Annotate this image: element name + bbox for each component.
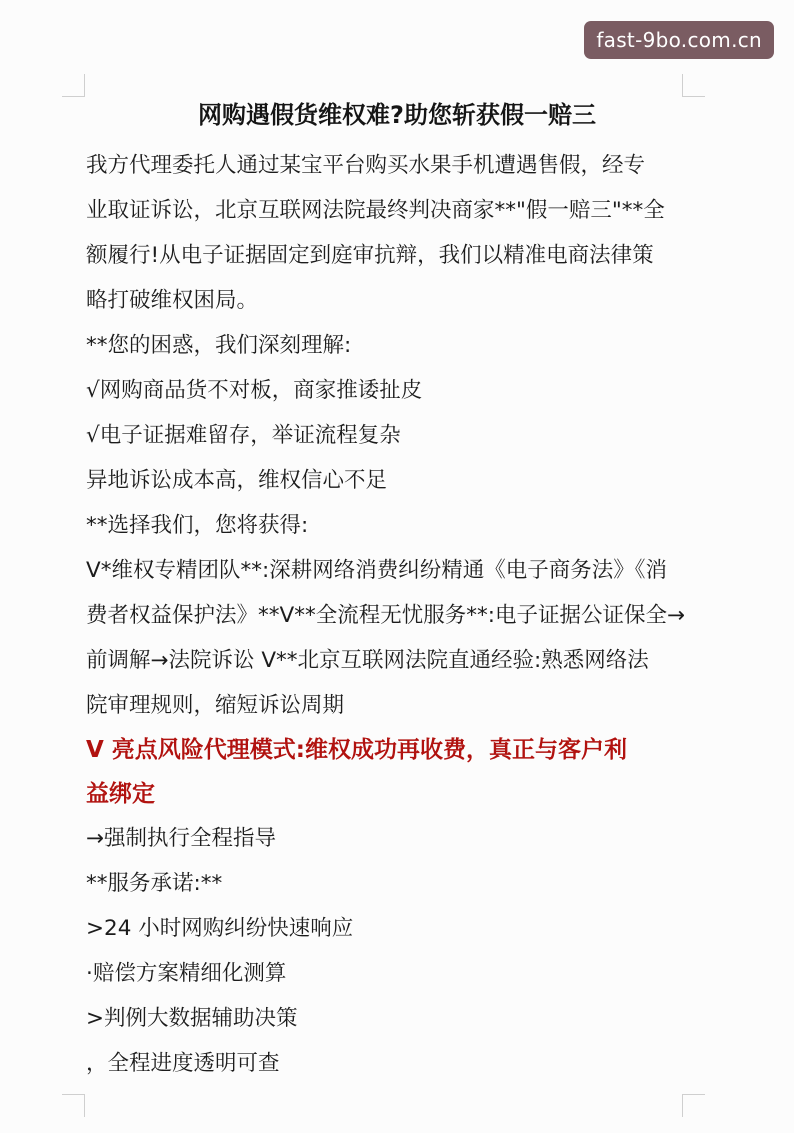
intro-line: 业取证诉讼，北京互联网法院最终判决商家**"假一赔三"**全 xyxy=(86,198,665,223)
benefits-line: 前调解→法院诉讼 V**北京互联网法院直通经验:熟悉网络法 xyxy=(86,648,649,673)
benefits-line: 费者权益保护法》**V**全流程无忧服务**:电子证据公证保全→ xyxy=(86,603,685,628)
promise-item: ，全程进度透明可查 xyxy=(86,1051,280,1076)
concern-item: √电子证据难留存，举证流程复杂 xyxy=(86,423,401,448)
intro-paragraph xyxy=(86,143,714,323)
promise-item: ·赔偿方案精细化测算 xyxy=(86,961,287,986)
document-body xyxy=(86,143,714,1086)
crop-mark-top-right xyxy=(682,74,705,97)
benefits-paragraph xyxy=(86,548,714,728)
intro-line: 略打破维权困局。 xyxy=(86,288,259,313)
highlight-line: 益绑定 xyxy=(86,781,155,807)
promise-item: >24 小时网购纠纷快速响应 xyxy=(86,916,354,941)
crop-mark-bottom-left xyxy=(62,1094,85,1117)
promise-heading: **服务承诺:** xyxy=(86,871,223,896)
promise-item: >判例大数据辅助决策 xyxy=(86,1006,298,1031)
concern-item: 异地诉讼成本高，维权信心不足 xyxy=(86,468,388,493)
crop-mark-bottom-right xyxy=(682,1094,705,1117)
benefits-heading: **选择我们，您将获得: xyxy=(86,513,309,538)
benefits-line: 院审理规则，缩短诉讼周期 xyxy=(86,693,345,718)
enforcement-item: →强制执行全程指导 xyxy=(86,826,277,851)
highlight-line: V 亮点风险代理模式:维权成功再收费，真正与客户利 xyxy=(86,737,628,763)
concerns-heading: **您的困惑，我们深刻理解: xyxy=(86,333,352,358)
benefits-line: V*维权专精团队**:深耕网络消费纠纷精通《电子商务法》《消 xyxy=(86,558,667,583)
crop-mark-top-left xyxy=(62,74,85,97)
intro-line: 我方代理委托人通过某宝平台购买水果手机遭遇售假，经专 xyxy=(86,153,646,178)
intro-line: 额履行!从电子证据固定到庭审抗辩，我们以精准电商法律策 xyxy=(86,243,654,268)
page-title: 网购遇假货维权难?助您斩获假一赔三 xyxy=(198,101,596,129)
concern-item: √网购商品货不对板，商家推诿扯皮 xyxy=(86,378,423,403)
watermark-badge: fast-9bo.com.cn xyxy=(584,21,774,59)
highlight-paragraph xyxy=(86,728,714,816)
